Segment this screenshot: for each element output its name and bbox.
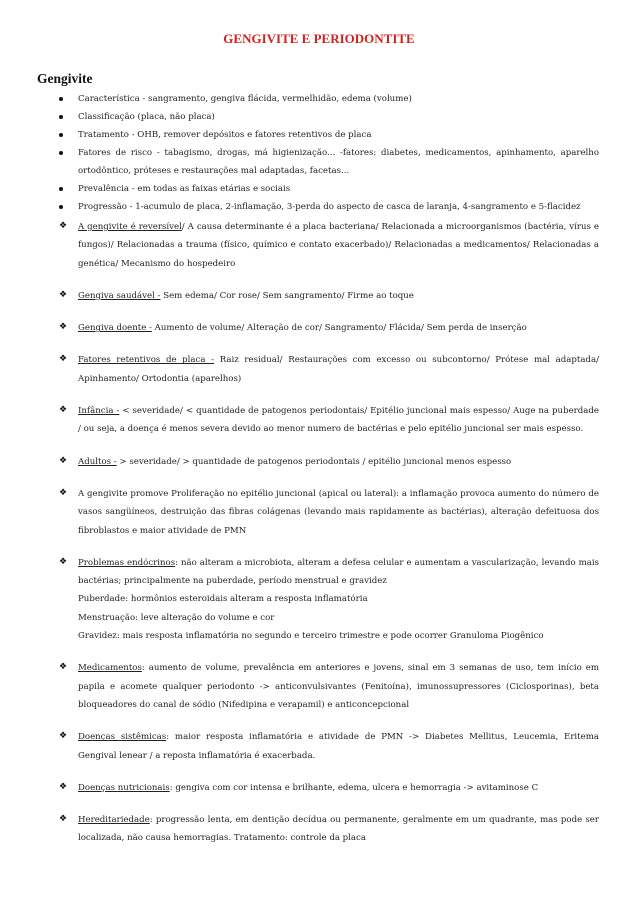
item-text: : gengiva com cor intensa e brilhante, edema, ulcera e hemorragia -> avitaminose C xyxy=(169,782,539,793)
list-item xyxy=(59,287,599,305)
bullet-item xyxy=(59,198,599,216)
diamond-bullet-icon: ❖ xyxy=(59,781,68,792)
list-item xyxy=(59,402,599,439)
bullet-item xyxy=(59,90,599,108)
item-text: Aumento de volume/ Alteração de cor/ Sangramento/ Flácida/ Sem perda de inserção xyxy=(151,323,527,334)
list-item xyxy=(59,811,599,848)
diamond-list xyxy=(59,218,599,848)
bullet-dot-icon xyxy=(59,205,63,209)
list-item xyxy=(59,554,599,645)
bullet-dot-icon xyxy=(59,97,63,101)
item-text: : não alteram a microbiota, alteram a defesa celular e aumentam a vascularização, levando mais bactérias; principalmente na puberdade, período menstrual e gravidez xyxy=(78,557,599,587)
list-item xyxy=(59,218,599,273)
list-item xyxy=(59,351,599,388)
item-heading: Medicamentos xyxy=(78,663,142,674)
item-text: A gengivite promove Proliferação no epitélio juncional (apical ou lateral): a inflamação provoca aumento do número de vasos sangüíneos, destruição das fibras colágenas (levando mais rapidamente as bactérias), alteração defeituosa dos fibroblastos e maior atividade de PMN xyxy=(78,488,599,536)
list-item xyxy=(59,728,599,765)
list-item xyxy=(59,659,599,714)
diamond-bullet-icon: ❖ xyxy=(59,814,68,825)
item-text: Sem edema/ Cor rose/ Sem sangramento/ Firme ao toque xyxy=(160,290,414,301)
document-title: GENGIVITE E PERIODONTITE xyxy=(223,31,415,46)
list-item xyxy=(59,485,599,540)
item-text: Raiz residual/ Restaurações com excesso ou subcontorno/ Prótese mal adaptada/ Apinhamento/ Ortodontia (aparelhos) xyxy=(78,355,599,384)
item-text: < severidade/ < quantidade de patogenos periodontais/ Epitélio juncional mais espesso/ Auge na puberdade / ou seja, a doença é menos severa devido ao menor numero de bactérias e pelo epitélio juncional ser mais espesso. xyxy=(78,406,599,435)
bullet-text: Fatores de risco - tabagismo, drogas, má higienização... -fatores: diabetes, medicamentos, apinhamento, aparelho ortodôntico, próteses e restaurações mal adaptadas, facetas... xyxy=(78,148,599,176)
bullet-text: Tratamento - OHB, remover depósitos e fatores retentivos de placa xyxy=(78,130,372,140)
bullet-dot-icon xyxy=(59,115,63,119)
item-heading: Gengiva saudável - xyxy=(78,290,161,301)
diamond-bullet-icon: ❖ xyxy=(59,322,68,333)
diamond-bullet-icon: ❖ xyxy=(59,487,68,498)
diamond-bullet-icon: ❖ xyxy=(59,556,68,567)
bullet-text: Classificação (placa, não placa) xyxy=(78,112,215,122)
list-item xyxy=(59,319,599,337)
diamond-bullet-icon: ❖ xyxy=(59,221,68,231)
item-heading: Problemas endócrinos xyxy=(78,557,176,568)
list-item xyxy=(59,453,599,471)
item-text: > severidade/ > quantidade de patogenos periodontais / epitélio juncional menos espesso xyxy=(116,456,512,467)
item-text: : maior resposta inflamatória e atividade de PMN -> Diabetes Mellitus, Leucemia, Eritema Gengival lenear / a reposta inflamatória é exacerbada. xyxy=(78,732,599,761)
item-text: : aumento de volume, prevalência em anteriores e jovens, sinal em 3 semanas de uso, tem início em papila e acomete qualquer periodonto -> anticonvulsivantes (Fenitoína), imunossupressores (Ciclosporinas), beta bloqueadores do canal de sódio (Nifedipina e verapamil) e anticoncepcional xyxy=(78,663,599,710)
diamond-bullet-icon: ❖ xyxy=(59,405,68,416)
bullet-text: Progressão - 1-acumulo de placa, 2-inflamação, 3-perda do aspecto de casca de laranja, 4-sangramento e 5-flacidez xyxy=(78,202,581,212)
bullet-text: Característica - sangramento, gengiva flácida, vermelhidão, edema (volume) xyxy=(78,94,412,104)
item-subline: Menstruação: leve alteração do volume e cor xyxy=(78,612,275,623)
item-heading: Fatores retentivos de placa - xyxy=(78,355,215,366)
bullet-item xyxy=(59,144,599,180)
item-heading: Infância - xyxy=(78,406,120,417)
item-text: : progressão lenta, em dentição decídua ou permanente, geralmente em um quadrante, mas pode ser localizada, não causa hemorragias. Tratamento: controle da placa xyxy=(78,815,599,844)
item-heading: A gengivite é reversível xyxy=(78,222,182,232)
item-heading: Doenças nutricionais xyxy=(78,782,170,793)
diamond-bullet-icon: ❖ xyxy=(59,455,68,466)
diamond-bullet-icon: ❖ xyxy=(59,354,68,365)
bullet-item xyxy=(59,126,599,144)
bullet-item xyxy=(59,180,599,198)
bullet-dot-icon xyxy=(59,187,63,191)
bullet-text: Prevalência - em todas as faixas etárias e sociais xyxy=(78,184,291,194)
item-subline: Puberdade: hormônios esteroidais alteram a resposta inflamatória xyxy=(78,594,368,605)
item-heading: Adultos - xyxy=(78,456,117,467)
diamond-bullet-icon: ❖ xyxy=(59,731,68,742)
item-heading: Gengiva doente - xyxy=(78,323,152,334)
bullet-list xyxy=(59,90,599,216)
item-heading: Hereditariedade xyxy=(78,815,150,826)
bullet-dot-icon xyxy=(59,151,63,155)
item-text: / A causa determinante é a placa bacteriana/ Relacionada a microorganismos (bactéria, vírus e fungos)/ Relacionadas a trauma (físico, químico e contato exacerbado)/ Relacionadas a medicamentos/ Relacionadas a genética/ Mecanismo do hospedeiro xyxy=(78,222,599,269)
bullet-dot-icon xyxy=(59,133,63,137)
section-heading: Gengivite xyxy=(37,71,93,86)
diamond-bullet-icon: ❖ xyxy=(59,289,68,300)
item-subline: Gravidez: mais resposta inflamatória no segundo e terceiro trimestre e pode ocorrer Granuloma Piogênico xyxy=(78,631,544,642)
bullet-item xyxy=(59,108,599,126)
item-heading: Doenças sistêmicas xyxy=(78,732,167,743)
diamond-bullet-icon: ❖ xyxy=(59,662,68,673)
list-item xyxy=(59,779,599,797)
